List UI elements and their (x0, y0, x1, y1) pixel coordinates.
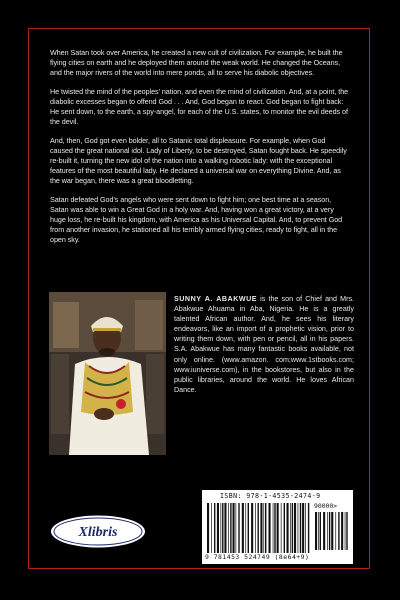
publisher-name: Xlibris (78, 525, 118, 540)
price-code: 90000> (314, 502, 338, 510)
price-barcode-bars (315, 512, 349, 550)
isbn-number: ISBN: 978-1-4535-2474-9 (220, 492, 321, 500)
publisher-logo (50, 515, 146, 548)
xlibris-logo-graphic (50, 515, 146, 548)
ean-barcode-bars (207, 503, 313, 553)
author-photo-illustration (49, 292, 166, 455)
blurb-paragraph-3: And, then, God got even bolder, all to Satanic total displeasure. For example, when God caused the great national idol. Lady of Liberty, to be destroyed, Satan fought back. He speedily re-built it, turning the new idol of the nation into a walking robotic lady: with the exceptional features of the most beautiful lady. He declared a universal war on everything Divine. And, as the war began, there was a great bloodletting. (50, 136, 347, 185)
barcode-digits: 9 781453 524749 (8e64+9) (205, 553, 310, 561)
isbn-barcode (202, 490, 353, 564)
back-cover-blurb (50, 48, 350, 254)
author-bio (174, 294, 354, 395)
author-bio-text: is the son of Chief and Mrs. Abakwue Ahuama in Aba, Nigeria. He is a greatly talented African author. And, he sees his literary endeavors, like an import of a prophetic vision, prior to writing them down, with pen or pencil, all in his papers. S.A. Abakwue has many fantastic books available, not only online. (www.amazon. com;www.1stbooks.com; www.iuniverse.com), in the bookstores, but also in the public libraries, around the world. He loves African Dance. (174, 295, 355, 394)
blurb-paragraph-1: When Satan took over America, he created a new cult of civilization. For example, he built the flying cities on earth and he deployed them around the weak world. He changed the Oceans, and the major rivers of the world into mere ponds, all to serve his diabolic objectives. (50, 48, 343, 77)
author-name: SUNNY A. ABAKWUE (174, 295, 258, 303)
author-photo (49, 292, 166, 455)
blurb-paragraph-4: Satan defeated God's angels who were sent down to fight him; one best time at a season, Satan was able to win a Great God in a holy war. And, having won a great victory, at a very huge loss, he re-built his kingdom, with America as his Universal Capital. And, to prevent God from another invasion, he stationed all his terribly armed flying cities, ready to fight, all in the open sky. (50, 195, 343, 244)
blurb-paragraph-2: He twisted the mind of the peoples' nation, and even the mind of civilization. And, at a point, the diabolic excesses began to offend God . . . And, God began to react. God began to fight back: He sent down, to the earth, a spy-angel, for each of the U.S. states, to monitor the evil deeds of the devil. (50, 87, 349, 126)
